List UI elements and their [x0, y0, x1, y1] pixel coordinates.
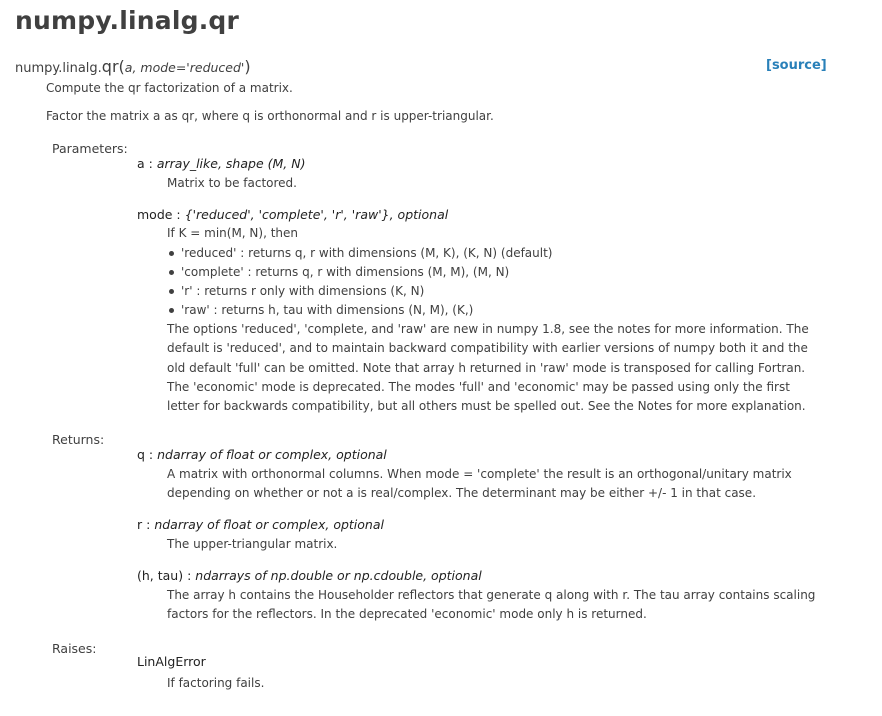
- return-q-name: q: [137, 447, 145, 462]
- function-signature: [15, 57, 251, 76]
- raises-description: If factoring fails.: [167, 676, 265, 690]
- notes-line: The 'economic' mode is deprecated. The modes 'full' and 'economic' may be passed using only the first: [167, 379, 790, 394]
- raises-exception-name: LinAlgError: [137, 654, 206, 669]
- returns-label: Returns:: [52, 432, 105, 447]
- return-htau-description: [167, 586, 815, 625]
- return-r-sep: :: [142, 517, 155, 532]
- param-a-name: a: [137, 156, 145, 171]
- list-item: 'raw' : returns h, tau with dimensions (N, M), (K,): [167, 301, 552, 320]
- return-htau-sep: :: [183, 568, 196, 583]
- return-q-header: [137, 444, 387, 463]
- param-a-sep: :: [144, 156, 157, 171]
- return-r-type: ndarray of float or complex, optional: [154, 517, 384, 532]
- param-mode-header: [137, 204, 448, 223]
- param-mode-type: {'reduced', 'complete', 'r', 'raw'}, optional: [184, 207, 449, 222]
- return-r-description: The upper-triangular matrix.: [167, 537, 338, 551]
- raises-label: Raises:: [52, 641, 97, 656]
- return-htau-header: [137, 565, 482, 584]
- list-item: 'reduced' : returns q, r with dimensions (M, K), (K, N) (default): [167, 244, 552, 263]
- param-mode-intro: If K = min(M, N), then: [167, 226, 299, 240]
- signature-close-paren: ): [244, 57, 251, 76]
- page-title: numpy.linalg.qr: [15, 6, 240, 35]
- description-line: factors for the reflectors. In the deprecated 'economic' mode only h is returned.: [167, 607, 647, 622]
- description-line: The array h contains the Householder reflectors that generate q along with r. The tau array contains scaling: [167, 588, 816, 602]
- signature-function-name: qr: [101, 57, 119, 76]
- return-r-name: r: [137, 517, 143, 532]
- description-line: depending on whether or not a is real/complex. The determinant may be either +/- 1 in that case.: [167, 486, 757, 501]
- notes-line: old default 'full' can be omitted. Note that array h returned in 'raw' mode is transposed for calling Fortran.: [167, 360, 806, 375]
- list-item: 'complete' : returns q, r with dimensions (M, M), (M, N): [167, 263, 552, 282]
- notes-line: letter for backwards compatibility, but all others must be spelled out. See the Notes for more explanation.: [167, 399, 806, 414]
- signature-prefix: numpy.linalg.: [15, 61, 102, 76]
- notes-line: default is 'reduced', and to maintain backward compatibility with earlier versions of numpy both it and the: [167, 341, 808, 356]
- notes-line: The options 'reduced', 'complete, and 'raw' are new in numpy 1.8, see the notes for more information. The: [167, 322, 809, 336]
- description-line: A matrix with orthonormal columns. When mode = 'complete' the result is an orthogonal/unitary matrix: [167, 467, 792, 481]
- param-a-type: array_like, shape (M, N): [156, 156, 306, 171]
- return-q-sep: :: [144, 447, 158, 462]
- signature-open-paren: (: [118, 57, 125, 76]
- mode-options-list: [167, 244, 552, 320]
- return-htau-type: ndarrays of np.double or np.cdouble, optional: [195, 568, 482, 583]
- param-a-header: [137, 153, 305, 172]
- signature-args: a, mode='reduced': [124, 60, 245, 75]
- param-mode-sep: :: [172, 207, 185, 222]
- return-htau-name: (h, tau): [137, 568, 184, 583]
- list-item: 'r' : returns r only with dimensions (K, N): [167, 282, 552, 301]
- return-q-description: [167, 465, 792, 504]
- source-link[interactable]: [source]: [766, 58, 827, 73]
- return-r-header: [137, 514, 384, 533]
- summary-text: Compute the qr factorization of a matrix.: [46, 81, 293, 95]
- parameters-label: Parameters:: [52, 141, 128, 156]
- param-mode-notes: [167, 320, 809, 416]
- param-a-description: Matrix to be factored.: [167, 176, 297, 190]
- return-q-type: ndarray of float or complex, optional: [157, 447, 387, 462]
- param-mode-name: mode: [137, 207, 173, 222]
- description-text: Factor the matrix a as qr, where q is orthonormal and r is upper-triangular.: [46, 109, 494, 123]
